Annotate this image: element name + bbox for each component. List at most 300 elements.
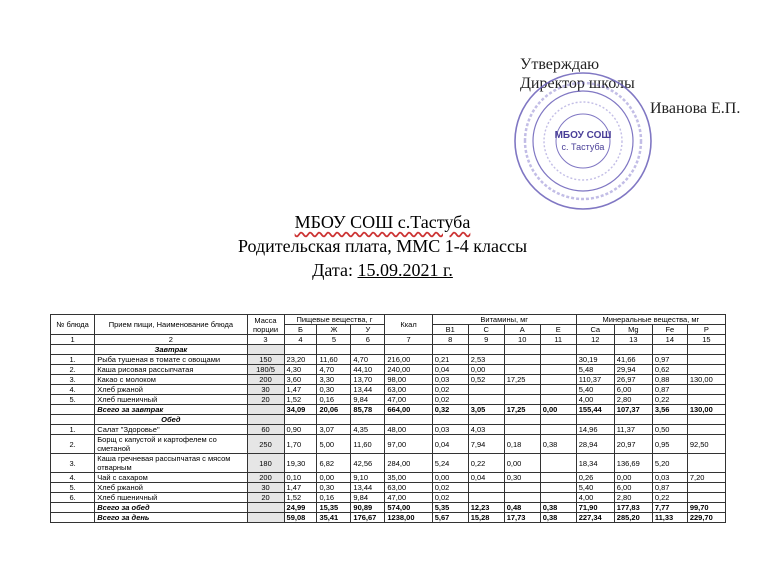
table-cell: 284,00 xyxy=(385,454,432,473)
table-cell: 155,44 xyxy=(576,405,614,415)
table-cell: 41,66 xyxy=(614,355,652,365)
table-cell: Хлеб пшеничный xyxy=(95,493,247,503)
col-name: Прием пищи, Наименование блюда xyxy=(95,315,247,335)
table-cell: 17,25 xyxy=(504,375,540,385)
page-subtitle: Родительская плата, ММС 1-4 классы xyxy=(237,236,528,256)
menu-table xyxy=(50,314,726,523)
col-b: Б xyxy=(284,325,317,335)
table-cell: 17,73 xyxy=(504,513,540,523)
table-cell xyxy=(247,405,284,415)
table-cell: 47,00 xyxy=(385,493,432,503)
table-cell: 0,02 xyxy=(432,483,468,493)
table-cell: Салат "Здоровье" xyxy=(95,425,247,435)
table-cell: 30 xyxy=(247,385,284,395)
table-cell: 13 xyxy=(614,335,652,345)
table-cell xyxy=(504,395,540,405)
table-cell: 13,44 xyxy=(351,483,385,493)
table-cell: 14,96 xyxy=(576,425,614,435)
table-cell xyxy=(540,395,576,405)
table-cell: 0,00 xyxy=(504,454,540,473)
table-cell: 0,62 xyxy=(652,365,687,375)
table-cell: 24,99 xyxy=(284,503,317,513)
table-cell: 20,97 xyxy=(614,435,652,454)
table-cell xyxy=(468,493,504,503)
table-cell: 20,06 xyxy=(317,405,351,415)
table-row xyxy=(51,493,726,503)
table-cell xyxy=(351,345,385,355)
table-cell: 10 xyxy=(504,335,540,345)
table-cell: 3. xyxy=(51,375,95,385)
col-vitamins: Витамины, мг xyxy=(432,315,576,325)
table-cell: 11,60 xyxy=(351,435,385,454)
table-cell: 99,70 xyxy=(687,503,725,513)
table-cell: 2,80 xyxy=(614,395,652,405)
table-cell: 0,00 xyxy=(468,365,504,375)
table-cell: Рыба тушеная в томате с овощами xyxy=(95,355,247,365)
table-cell xyxy=(468,415,504,425)
table-row xyxy=(51,483,726,493)
table-cell xyxy=(652,415,687,425)
table-cell: 35,41 xyxy=(317,513,351,523)
table-cell xyxy=(247,345,284,355)
table-cell: 4 xyxy=(284,335,317,345)
table-cell: 180 xyxy=(247,454,284,473)
col-fe: Fe xyxy=(652,325,687,335)
table-cell: 0,22 xyxy=(468,454,504,473)
table-cell: 26,97 xyxy=(614,375,652,385)
table-cell: 180/5 xyxy=(247,365,284,375)
stamp-place: с. Тастуба xyxy=(561,142,605,152)
table-cell: Завтрак xyxy=(95,345,247,355)
table-cell: 6,82 xyxy=(317,454,351,473)
table-cell xyxy=(540,473,576,483)
table-cell: 7 xyxy=(385,335,432,345)
col-u: У xyxy=(351,325,385,335)
table-cell xyxy=(468,385,504,395)
table-cell: 5,24 xyxy=(432,454,468,473)
table-cell: 0,26 xyxy=(576,473,614,483)
table-cell: Чай с сахаром xyxy=(95,473,247,483)
col-e: E xyxy=(540,325,576,335)
table-cell xyxy=(614,415,652,425)
table-cell xyxy=(614,345,652,355)
section-title-row xyxy=(51,415,726,425)
table-cell: 5,67 xyxy=(432,513,468,523)
page-title: МБОУ СОШ с.Тастуба xyxy=(294,212,471,232)
table-cell xyxy=(687,415,725,425)
table-cell: 29,94 xyxy=(614,365,652,375)
table-cell: 4,70 xyxy=(317,365,351,375)
table-cell xyxy=(687,385,725,395)
approval-line2: Директор школы xyxy=(520,75,635,92)
table-cell: 48,00 xyxy=(385,425,432,435)
table-cell xyxy=(540,355,576,365)
table-cell: 6,00 xyxy=(614,483,652,493)
table-cell xyxy=(51,415,95,425)
table-cell: 4. xyxy=(51,473,95,483)
table-cell: 2,80 xyxy=(614,493,652,503)
table-cell: 13,44 xyxy=(351,385,385,395)
table-cell: 1,52 xyxy=(284,395,317,405)
table-cell: 7,77 xyxy=(652,503,687,513)
table-cell: 6,00 xyxy=(614,385,652,395)
table-cell xyxy=(687,425,725,435)
table-cell: 5,40 xyxy=(576,385,614,395)
col-zh: Ж xyxy=(317,325,351,335)
table-cell: 5,35 xyxy=(432,503,468,513)
table-cell xyxy=(576,345,614,355)
table-cell xyxy=(247,415,284,425)
table-cell: 0,30 xyxy=(504,473,540,483)
table-cell: 5,20 xyxy=(652,454,687,473)
table-cell xyxy=(284,345,317,355)
table-cell: Каша рисовая рассыпчатая xyxy=(95,365,247,375)
table-cell: 216,00 xyxy=(385,355,432,365)
table-cell: 0,00 xyxy=(540,405,576,415)
table-cell xyxy=(504,365,540,375)
table-cell: 20 xyxy=(247,395,284,405)
table-cell: 11,33 xyxy=(652,513,687,523)
table-cell: 59,08 xyxy=(284,513,317,523)
table-cell: 0,30 xyxy=(317,385,351,395)
table-cell: Обед xyxy=(95,415,247,425)
table-cell: 227,34 xyxy=(576,513,614,523)
col-a: A xyxy=(504,325,540,335)
col-minerals: Минеральные вещества, мг xyxy=(576,315,725,325)
table-cell: 0,03 xyxy=(432,375,468,385)
table-body xyxy=(51,335,726,523)
table-cell: 9,84 xyxy=(351,493,385,503)
total-row xyxy=(51,503,726,513)
table-cell xyxy=(51,345,95,355)
table-cell: Всего за завтрак xyxy=(95,405,247,415)
table-cell: 15,28 xyxy=(468,513,504,523)
table-cell: 0,97 xyxy=(652,355,687,365)
table-cell: 0,18 xyxy=(504,435,540,454)
table-cell: 229,70 xyxy=(687,513,725,523)
table-cell xyxy=(540,385,576,395)
table-cell xyxy=(504,425,540,435)
table-cell xyxy=(687,345,725,355)
table-cell: Хлеб ржаной xyxy=(95,385,247,395)
table-cell: 176,67 xyxy=(351,513,385,523)
table-cell: 0,22 xyxy=(652,395,687,405)
table-cell: 0,50 xyxy=(652,425,687,435)
table-cell: 5. xyxy=(51,395,95,405)
table-cell: 4,03 xyxy=(468,425,504,435)
table-cell: 17,25 xyxy=(504,405,540,415)
table-cell: 9 xyxy=(468,335,504,345)
table-cell xyxy=(351,415,385,425)
table-cell: 0,52 xyxy=(468,375,504,385)
table-cell xyxy=(317,415,351,425)
table-cell xyxy=(687,365,725,375)
table-row xyxy=(51,355,726,365)
table-cell: 0,95 xyxy=(652,435,687,454)
header-row-1 xyxy=(51,315,726,325)
table-cell: 15 xyxy=(687,335,725,345)
table-cell: 35,00 xyxy=(385,473,432,483)
table-cell: 13,70 xyxy=(351,375,385,385)
approval-line1: Утверждаю xyxy=(520,56,600,73)
table-cell: 3,56 xyxy=(652,405,687,415)
table-cell: 0,00 xyxy=(432,473,468,483)
table-cell xyxy=(51,513,95,523)
table-cell: 42,56 xyxy=(351,454,385,473)
table-cell: 0,32 xyxy=(432,405,468,415)
table-cell: 34,09 xyxy=(284,405,317,415)
col-b1: B1 xyxy=(432,325,468,335)
col-mg: Mg xyxy=(614,325,652,335)
table-row xyxy=(51,435,726,454)
table-cell: 90,89 xyxy=(351,503,385,513)
table-cell xyxy=(540,425,576,435)
date-line xyxy=(0,258,765,282)
table-cell: 285,20 xyxy=(614,513,652,523)
section-title-row xyxy=(51,345,726,355)
table-cell: 7,20 xyxy=(687,473,725,483)
table-cell xyxy=(317,345,351,355)
table-cell: 130,00 xyxy=(687,375,725,385)
table-cell: 4,30 xyxy=(284,365,317,375)
table-cell: 0,38 xyxy=(540,435,576,454)
table-cell: 11 xyxy=(540,335,576,345)
table-cell: 0,90 xyxy=(284,425,317,435)
table-cell xyxy=(504,385,540,395)
table-cell: 1. xyxy=(51,355,95,365)
table-cell: 0,88 xyxy=(652,375,687,385)
table-cell xyxy=(687,355,725,365)
table-cell: 3,05 xyxy=(468,405,504,415)
table-cell xyxy=(504,415,540,425)
table-cell: 2. xyxy=(51,435,95,454)
table-cell xyxy=(468,483,504,493)
table-cell: 5 xyxy=(317,335,351,345)
table-cell: 2 xyxy=(95,335,247,345)
table-cell: 664,00 xyxy=(385,405,432,415)
table-cell: 0,00 xyxy=(614,473,652,483)
table-cell xyxy=(540,483,576,493)
table-cell: 1,47 xyxy=(284,483,317,493)
table-cell xyxy=(385,345,432,355)
total-row xyxy=(51,513,726,523)
table-cell xyxy=(652,345,687,355)
table-cell: 28,94 xyxy=(576,435,614,454)
table-cell: 12 xyxy=(576,335,614,345)
table-cell: 0,22 xyxy=(652,493,687,503)
table-cell: 1,47 xyxy=(284,385,317,395)
table-cell: 0,02 xyxy=(432,385,468,395)
table-cell: 6. xyxy=(51,493,95,503)
table-cell xyxy=(540,345,576,355)
table-cell: 20 xyxy=(247,493,284,503)
table-cell: 3,30 xyxy=(317,375,351,385)
table-cell xyxy=(687,483,725,493)
table-cell: 130,00 xyxy=(687,405,725,415)
table-cell xyxy=(540,493,576,503)
table-row xyxy=(51,375,726,385)
table-cell xyxy=(432,415,468,425)
table-cell: 136,69 xyxy=(614,454,652,473)
table-cell xyxy=(540,415,576,425)
table-cell: 0,38 xyxy=(540,513,576,523)
table-cell: 11,60 xyxy=(317,355,351,365)
table-row xyxy=(51,425,726,435)
table-cell: 19,30 xyxy=(284,454,317,473)
table-cell: 4. xyxy=(51,385,95,395)
table-cell: 60 xyxy=(247,425,284,435)
table-cell xyxy=(504,355,540,365)
table-cell: 18,34 xyxy=(576,454,614,473)
table-cell: 5. xyxy=(51,483,95,493)
table-cell: 107,37 xyxy=(614,405,652,415)
table-cell: 250 xyxy=(247,435,284,454)
table-cell: 63,00 xyxy=(385,385,432,395)
table-cell: 7,94 xyxy=(468,435,504,454)
table-cell xyxy=(687,395,725,405)
table-cell xyxy=(540,454,576,473)
date-value: 15.09.2021 г. xyxy=(357,260,453,280)
table-cell: 2. xyxy=(51,365,95,375)
table-cell xyxy=(504,483,540,493)
table-cell xyxy=(540,365,576,375)
table-cell: 0,87 xyxy=(652,385,687,395)
table-cell: Всего за день xyxy=(95,513,247,523)
table-cell xyxy=(504,345,540,355)
table-cell: 11,37 xyxy=(614,425,652,435)
table-cell: 30 xyxy=(247,483,284,493)
table-cell: 3,07 xyxy=(317,425,351,435)
table-cell: 98,00 xyxy=(385,375,432,385)
table-cell: 9,10 xyxy=(351,473,385,483)
table-cell: Хлеб ржаной xyxy=(95,483,247,493)
table-cell: 1. xyxy=(51,425,95,435)
table-cell: 0,04 xyxy=(432,365,468,375)
table-cell: 0,48 xyxy=(504,503,540,513)
approval-signatory: Иванова Е.П. xyxy=(650,100,741,117)
table-cell: Всего за обед xyxy=(95,503,247,513)
table-cell: 1238,00 xyxy=(385,513,432,523)
date-label: Дата: xyxy=(312,260,354,280)
table-cell: 23,20 xyxy=(284,355,317,365)
table-cell: 150 xyxy=(247,355,284,365)
table-cell: 0,04 xyxy=(432,435,468,454)
col-mass: Масса порции xyxy=(247,315,284,335)
table-cell: 0,00 xyxy=(317,473,351,483)
table-cell: 15,35 xyxy=(317,503,351,513)
table-row xyxy=(51,473,726,483)
col-c: C xyxy=(468,325,504,335)
table-cell: 1,70 xyxy=(284,435,317,454)
table-cell xyxy=(504,493,540,503)
table-cell: 63,00 xyxy=(385,483,432,493)
table-cell: 92,50 xyxy=(687,435,725,454)
school-stamp xyxy=(512,70,654,212)
table-cell: 0,30 xyxy=(317,483,351,493)
table-cell: 4,35 xyxy=(351,425,385,435)
table-cell: 0,03 xyxy=(652,473,687,483)
table-cell: 44,10 xyxy=(351,365,385,375)
table-cell: 0,02 xyxy=(432,395,468,405)
table-row xyxy=(51,365,726,375)
table-cell: 177,83 xyxy=(614,503,652,513)
table-row xyxy=(51,454,726,473)
table-cell: 97,00 xyxy=(385,435,432,454)
table-cell xyxy=(468,395,504,405)
table-cell: 4,00 xyxy=(576,395,614,405)
table-cell: 2,53 xyxy=(468,355,504,365)
table-cell: 0,10 xyxy=(284,473,317,483)
table-cell xyxy=(687,493,725,503)
table-cell: 1 xyxy=(51,335,95,345)
table-cell: 0,16 xyxy=(317,395,351,405)
table-cell: 85,78 xyxy=(351,405,385,415)
column-number-row xyxy=(51,335,726,345)
table-cell: 47,00 xyxy=(385,395,432,405)
col-nutrients: Пищевые вещества, г xyxy=(284,315,385,325)
table-cell xyxy=(247,503,284,513)
total-row xyxy=(51,405,726,415)
table-cell: 0,21 xyxy=(432,355,468,365)
table-cell: 3 xyxy=(247,335,284,345)
table-cell: Какао с молоком xyxy=(95,375,247,385)
table-cell xyxy=(540,375,576,385)
table-cell: 4,70 xyxy=(351,355,385,365)
table-cell: Борщ с капустой и картофелем со сметаной xyxy=(95,435,247,454)
table-cell: 200 xyxy=(247,473,284,483)
table-cell: 5,48 xyxy=(576,365,614,375)
col-p: P xyxy=(687,325,725,335)
table-cell xyxy=(284,415,317,425)
document-header xyxy=(0,210,765,282)
table-cell: 3. xyxy=(51,454,95,473)
table-cell: 12,23 xyxy=(468,503,504,513)
table-cell: 0,16 xyxy=(317,493,351,503)
table-cell: 9,84 xyxy=(351,395,385,405)
table-cell: 200 xyxy=(247,375,284,385)
table-cell xyxy=(51,405,95,415)
table-cell: 30,19 xyxy=(576,355,614,365)
col-ca: Ca xyxy=(576,325,614,335)
table-cell: 71,90 xyxy=(576,503,614,513)
table-cell xyxy=(51,503,95,513)
table-cell xyxy=(576,415,614,425)
table-cell: 0,02 xyxy=(432,493,468,503)
table-cell xyxy=(687,454,725,473)
table-cell: 574,00 xyxy=(385,503,432,513)
table-cell: 240,00 xyxy=(385,365,432,375)
table-cell: 8 xyxy=(432,335,468,345)
table-cell: Каша гречневая рассыпчатая с мясом отварным xyxy=(95,454,247,473)
table-row xyxy=(51,395,726,405)
table-cell: 0,03 xyxy=(432,425,468,435)
table-cell: 5,40 xyxy=(576,483,614,493)
table-row xyxy=(51,385,726,395)
col-kcal: Ккал xyxy=(385,315,432,335)
table-cell: 0,04 xyxy=(468,473,504,483)
table-cell: 0,38 xyxy=(540,503,576,513)
table-cell xyxy=(247,513,284,523)
table-cell xyxy=(385,415,432,425)
col-num: № блюда xyxy=(51,315,95,335)
table-cell: 110,37 xyxy=(576,375,614,385)
table-cell: 5,00 xyxy=(317,435,351,454)
table-cell xyxy=(432,345,468,355)
table-cell: 0,87 xyxy=(652,483,687,493)
table-cell: 3,60 xyxy=(284,375,317,385)
table-cell: 14 xyxy=(652,335,687,345)
table-cell: 6 xyxy=(351,335,385,345)
